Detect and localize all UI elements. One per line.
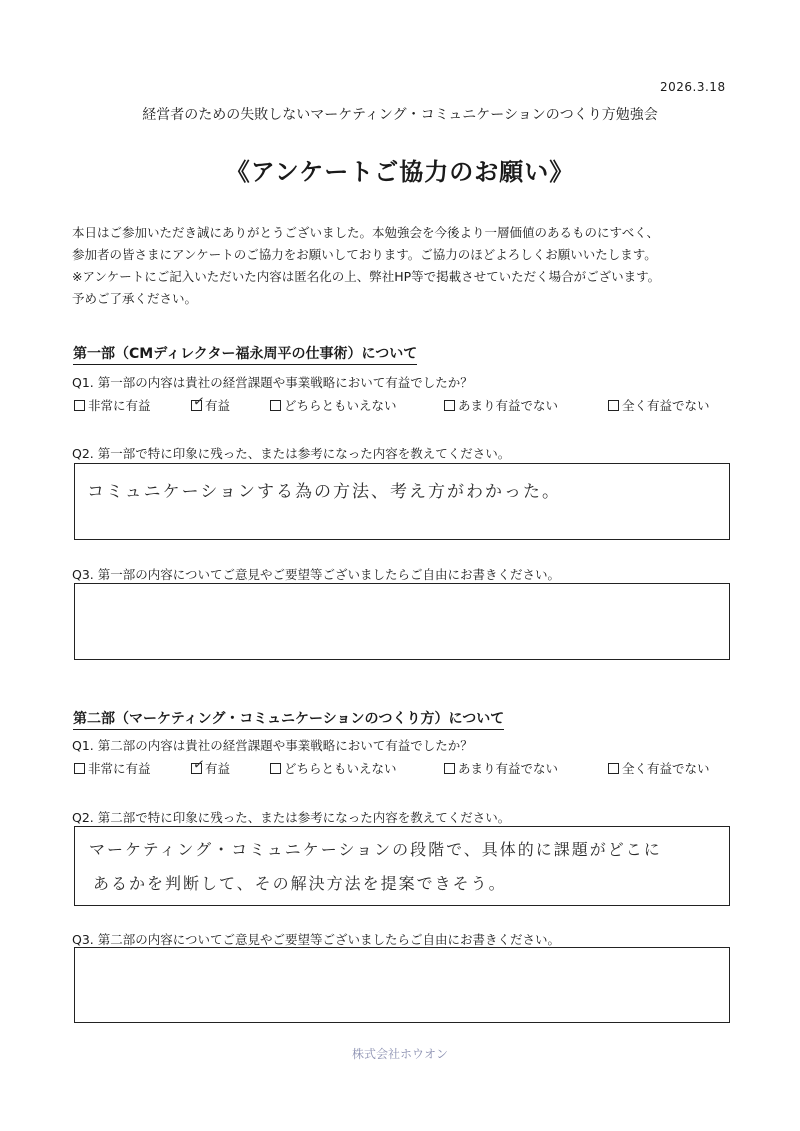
option-label: どちらともいえない bbox=[284, 761, 397, 776]
intro-line: 参加者の皆さまにアンケートのご協力をお願いしております。ご協力のほどよろしくお願いいたします。 bbox=[72, 247, 657, 262]
check-icon: ✓ bbox=[191, 755, 206, 774]
checkbox[interactable] bbox=[444, 400, 455, 411]
option-label: 全く有益でない bbox=[622, 761, 710, 776]
option-not-useful[interactable] bbox=[608, 759, 710, 777]
checkbox[interactable] bbox=[270, 763, 281, 774]
part1-q3: Q3. 第一部の内容についてご意見やご要望等ございましたらご自由にお書きください。 bbox=[72, 567, 560, 582]
option-label: 有益 bbox=[205, 398, 231, 413]
handwritten-answer-line: あるかを判断して、その解決方法を提案できそう。 bbox=[93, 874, 507, 893]
intro-line: 本日はご参加いただき誠にありがとうございました。本勉強会を今後より一層価値のあるものにすべく、 bbox=[72, 225, 660, 240]
check-icon: ✓ bbox=[191, 392, 206, 411]
option-label: あまり有益でない bbox=[458, 761, 559, 776]
option-useful[interactable] bbox=[191, 392, 231, 414]
checkbox[interactable] bbox=[74, 400, 85, 411]
option-label: 非常に有益 bbox=[88, 761, 151, 776]
part2-q1: Q1. 第二部の内容は貴社の経営課題や事業戦略において有益でしたか？ bbox=[72, 738, 473, 753]
part2-q2: Q2. 第二部で特に印象に残った、または参考になった内容を教えてください。 bbox=[72, 810, 511, 825]
part2-q3-answer-box[interactable] bbox=[74, 947, 730, 1023]
intro-text bbox=[72, 222, 752, 310]
part1-heading: 第一部（CMディレクター福永周平の仕事術）について bbox=[73, 343, 417, 365]
option-neutral[interactable] bbox=[270, 759, 397, 777]
option-label: 全く有益でない bbox=[622, 398, 710, 413]
part1-q2: Q2. 第一部で特に印象に残った、または参考になった内容を教えてください。 bbox=[72, 446, 511, 461]
option-useful[interactable] bbox=[191, 755, 231, 777]
intro-line: ※アンケートにご記入いただいた内容は匿名化の上、弊社HP等で掲載させていただく場合がございます。 bbox=[72, 269, 661, 284]
date: 2026.3.18 bbox=[660, 80, 726, 94]
part1-q2-answer-box[interactable] bbox=[74, 463, 730, 540]
option-label: あまり有益でない bbox=[458, 398, 559, 413]
option-very-useful[interactable] bbox=[74, 759, 151, 777]
page-title: 《アンケートご協力のお願い》 bbox=[225, 158, 575, 186]
checkbox-checked[interactable] bbox=[191, 755, 206, 774]
checkbox[interactable] bbox=[608, 400, 619, 411]
event-title: 経営者のための失敗しないマーケティング・コミュニケーションのつくり方勉強会 bbox=[142, 107, 658, 123]
checkbox[interactable] bbox=[444, 763, 455, 774]
checkbox[interactable] bbox=[74, 763, 85, 774]
checkbox-checked[interactable] bbox=[191, 392, 206, 411]
part2-q2-answer-box[interactable] bbox=[74, 826, 730, 906]
option-neutral[interactable] bbox=[270, 396, 397, 414]
checkbox[interactable] bbox=[270, 400, 281, 411]
checkbox[interactable] bbox=[608, 763, 619, 774]
option-not-very-useful[interactable] bbox=[444, 396, 558, 414]
handwritten-answer: コミュニケーションする為の方法、考え方がわかった。 bbox=[87, 482, 561, 502]
part1-q3-answer-box[interactable] bbox=[74, 583, 730, 660]
option-not-useful[interactable] bbox=[608, 396, 710, 414]
part2-options bbox=[72, 755, 732, 777]
option-label: 非常に有益 bbox=[88, 398, 151, 413]
part1-q1: Q1. 第一部の内容は貴社の経営課題や事業戦略において有益でしたか？ bbox=[72, 375, 473, 390]
part2-heading: 第二部（マーケティング・コミュニケーションのつくり方）について bbox=[73, 708, 504, 730]
option-very-useful[interactable] bbox=[74, 396, 151, 414]
option-label: 有益 bbox=[205, 761, 231, 776]
handwritten-answer-line: マーケティング・コミュニケーションの段階で、具体的に課題がどこに bbox=[89, 840, 662, 859]
part1-options bbox=[72, 392, 732, 414]
part2-q3: Q3. 第二部の内容についてご意見やご要望等ございましたらご自由にお書きください。 bbox=[72, 932, 560, 947]
intro-line: 予めご了承ください。 bbox=[72, 291, 198, 306]
option-not-very-useful[interactable] bbox=[444, 759, 558, 777]
option-label: どちらともいえない bbox=[284, 398, 397, 413]
company-name: 株式会社ホウオン bbox=[351, 1047, 448, 1061]
